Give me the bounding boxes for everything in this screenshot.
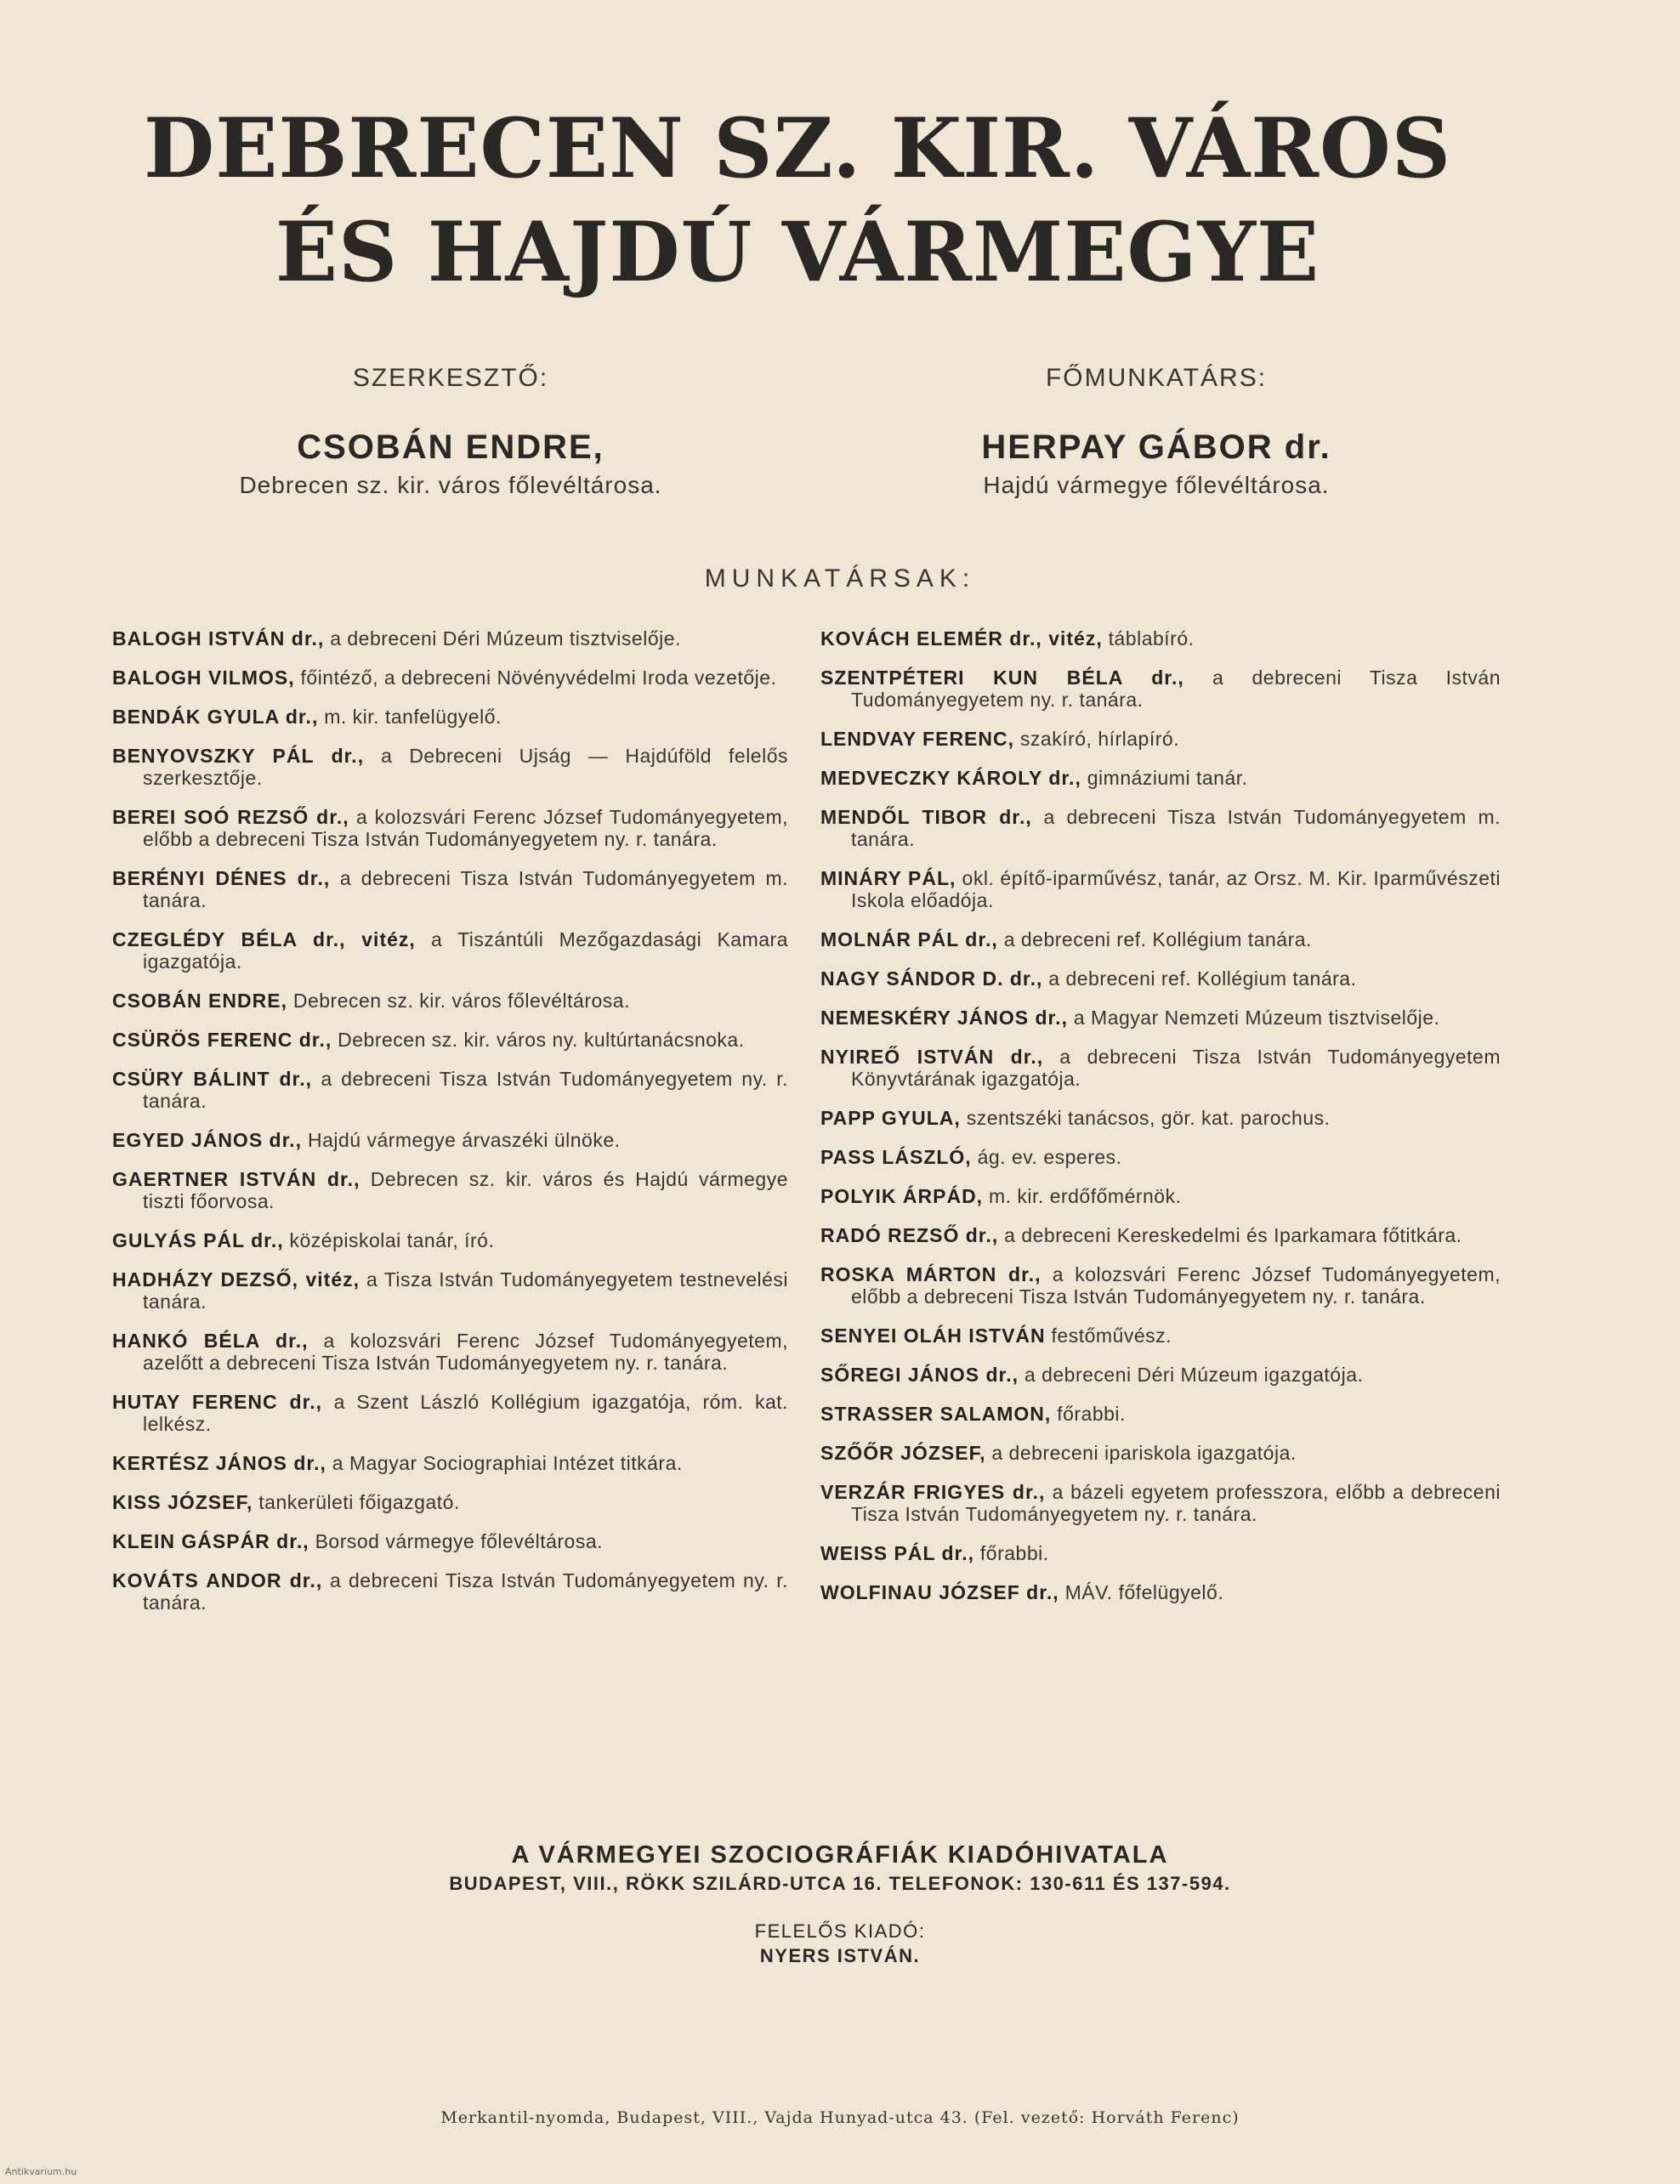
collaborator-entry — [820, 767, 1501, 789]
collaborator-entry — [820, 1146, 1501, 1168]
collaborator-description: a debreceni Déri Múzeum igazgatója. — [1024, 1364, 1364, 1386]
collaborator-entry — [820, 667, 1501, 711]
collaborator-name: BALOGH VILMOS, — [112, 667, 295, 689]
collaborator-entry — [820, 1007, 1501, 1029]
collaborator-entry — [820, 627, 1501, 650]
collaborator-name: VERZÁR FRIGYES dr., — [820, 1481, 1046, 1503]
collaborator-description: tankerületi főigazgató. — [258, 1491, 460, 1513]
collaborator-description: Debrecen sz. kir. város ny. kultúrtanácsnoka. — [338, 1029, 745, 1051]
collaborator-description: főintéző, a debreceni Növényvédelmi Iroda vezetője. — [300, 667, 777, 689]
collaborator-description: a debreceni Tisza István Tudományegyetem m. tanára. — [851, 806, 1501, 850]
collaborator-name: KOVÁTS ANDOR dr., — [112, 1569, 323, 1591]
collaborator-name: BENDÁK GYULA dr., — [112, 706, 319, 728]
collaborator-description: Hajdú vármegye árvaszéki ülnöke. — [307, 1129, 621, 1151]
collaborator-name: NYIREŐ ISTVÁN dr., — [820, 1046, 1044, 1068]
collaborator-entry — [820, 928, 1501, 950]
collaborator-name: HADHÁZY DEZSŐ, vitéz, — [112, 1268, 360, 1291]
collaborator-entry — [820, 1185, 1501, 1207]
responsible-publisher-name: NYERS ISTVÁN. — [759, 1945, 921, 1966]
collaborator-entry — [820, 1403, 1501, 1425]
collaborator-name: BERÉNYI DÉNES dr., — [112, 867, 331, 889]
collaborator-description: a debreceni Tisza István Tudományegyetem ny. r. tanára. — [143, 1569, 789, 1614]
collaborator-entry — [112, 1530, 788, 1552]
collaborator-description: szentszéki tanácsos, gör. kat. parochus. — [966, 1107, 1331, 1129]
collaborator-entry — [820, 867, 1501, 911]
title-line-2: ÉS HAJDÚ VÁRMEGYE — [275, 204, 1320, 300]
collaborator-name: CZEGLÉDY BÉLA dr., vitéz, — [112, 928, 416, 950]
collaborator-name: CSOBÁN ENDRE, — [112, 990, 287, 1012]
collaborator-name: SZENTPÉTERI KUN BÉLA dr., — [820, 667, 1184, 689]
chief-collaborator-suffix: dr. — [1284, 428, 1331, 466]
collaborator-description: a debreceni Tisza István Tudományegyetem m. tanára. — [143, 867, 789, 911]
editor-position: Debrecen sz. kir. város főlevéltárosa. — [239, 472, 662, 498]
collaborator-description: a Magyar Sociographiai Intézet titkára. — [332, 1452, 683, 1474]
collaborator-description: a kolozsvári Ferenc József Tudományegyetem, azelőtt a debreceni Tisza István Tudományegyetem ny. r. tanára. — [143, 1330, 788, 1374]
collaborator-description: főrabbi. — [979, 1542, 1049, 1564]
collaborator-name: PASS LÁSZLÓ, — [820, 1146, 972, 1168]
collaborator-description: Borsod vármegye főlevéltárosa. — [315, 1530, 604, 1552]
collaborator-entry — [112, 806, 788, 850]
collaborator-name: MENDŐL TIBOR dr., — [820, 806, 1032, 828]
collaborator-entry — [112, 867, 788, 911]
collaborator-name: BEREI SOÓ REZSŐ dr., — [112, 806, 349, 828]
collaborator-description: a debreceni Tisza István Tudományegyetem Könyvtárának igazgatója. — [851, 1046, 1501, 1090]
collaborator-name: HANKÓ BÉLA dr., — [112, 1330, 309, 1352]
collaborator-entry — [112, 667, 788, 689]
collaborator-name: ROSKA MÁRTON dr., — [820, 1263, 1041, 1285]
collaborator-name: SZŐŐR JÓZSEF, — [820, 1442, 986, 1464]
publisher-name: A VÁRMEGYEI SZOCIOGRÁFIÁK KIADÓHIVATALA — [511, 1841, 1169, 1869]
collaborator-name: HUTAY FERENC dr., — [112, 1391, 323, 1413]
responsible-publisher-role: FELELŐS KIADÓ: — [754, 1920, 926, 1942]
collaborator-name: KLEIN GÁSPÁR dr., — [112, 1530, 309, 1552]
collaborator-name: POLYIK ÁRPÁD, — [820, 1185, 984, 1207]
chief-collaborator-block — [859, 364, 1454, 499]
collaborator-description: MÁV. főfelügyelő. — [1064, 1581, 1224, 1603]
collaborator-name: MOLNÁR PÁL dr., — [820, 928, 998, 950]
collaborator-entry — [112, 1391, 788, 1435]
collaborator-entry — [112, 627, 788, 650]
editor-name: CSOBÁN ENDRE, — [297, 428, 604, 466]
collaborator-entry — [820, 806, 1501, 850]
collaborator-entry — [820, 1224, 1501, 1246]
collaborator-entry — [112, 1029, 788, 1051]
collaborator-name: WEISS PÁL dr., — [820, 1542, 974, 1564]
collaborator-description: a debreceni Kereskedelmi és Iparkamara főtitkára. — [1004, 1224, 1462, 1246]
collaborator-description: a debreceni ipariskola igazgatója. — [991, 1442, 1297, 1464]
collaborator-entry — [820, 1442, 1501, 1464]
collaborator-description: a bázeli egyetem professzora, előbb a debreceni Tisza István Tudományegyetem ny. r. tanára. — [851, 1481, 1501, 1525]
collaborator-entry — [112, 706, 788, 728]
collaborator-description: szakíró, hírlapíró. — [1019, 728, 1180, 750]
collaborator-description: a debreceni ref. Kollégium tanára. — [1003, 928, 1312, 950]
collaborator-description: m. kir. erdőfőmérnök. — [988, 1185, 1182, 1207]
collaborators-right-column — [820, 627, 1501, 1620]
collaborator-entry — [820, 1325, 1501, 1347]
collaborator-description: a debreceni Tisza István Tudományegyetem ny. r. tanára. — [143, 1068, 789, 1112]
printer-imprint: Merkantil-nyomda, Budapest, VIII., Vajda Hunyad-utca 43. (Fel. vezető: Horváth Ferenc) — [440, 2108, 1240, 2127]
collaborator-description: ág. ev. esperes. — [977, 1146, 1122, 1168]
collaborator-description: Debrecen sz. kir. város és Hajdú vármegye tiszti főorvosa. — [143, 1168, 789, 1212]
collaborator-entry — [820, 728, 1501, 750]
collaborator-description: a Tisza István Tudományegyetem testnevelési tanára. — [143, 1268, 789, 1313]
collaborator-name: SENYEI OLÁH ISTVÁN — [820, 1325, 1046, 1347]
collaborator-entry — [112, 928, 788, 973]
collaborator-entry — [112, 1491, 788, 1513]
collaborator-description: a debreceni Tisza István Tudományegyetem ny. r. tanára. — [851, 667, 1501, 711]
collaborator-entry — [112, 1330, 788, 1374]
collaborator-description: a Szent László Kollégium igazgatója, róm. kat. lelkész. — [143, 1391, 789, 1435]
collaborator-entry — [820, 1481, 1501, 1525]
collaborator-description: m. kir. tanfelügyelő. — [324, 706, 502, 728]
title-line-1: DEBRECEN SZ. KIR. VÁROS — [143, 100, 1452, 196]
collaborator-description: Debrecen sz. kir. város főlevéltárosa. — [292, 990, 630, 1012]
collaborator-name: NAGY SÁNDOR D. dr., — [820, 967, 1043, 990]
collaborator-name: SŐREGI JÁNOS dr., — [820, 1364, 1019, 1386]
collaborator-name: CSÜRY BÁLINT dr., — [112, 1068, 313, 1090]
collaborator-name: STRASSER SALAMON, — [820, 1403, 1052, 1425]
collaborator-description: a debreceni ref. Kollégium tanára. — [1048, 967, 1357, 990]
collaborator-description: a kolozsvári Ferenc József Tudományegyetem, előbb a debreceni Tisza István Tudományegyetem ny. r. tanára. — [143, 806, 788, 850]
collaborator-entry — [112, 1129, 788, 1151]
collaborator-entry — [112, 1229, 788, 1251]
collaborator-name: GAERTNER ISTVÁN dr., — [112, 1168, 360, 1190]
collaborator-name: WOLFINAU JÓZSEF dr., — [820, 1581, 1059, 1603]
collaborator-description: a Debreceni Ujság — Hajdúföld felelős szerkesztője. — [143, 745, 788, 789]
collaborator-name: GULYÁS PÁL dr., — [112, 1229, 284, 1251]
collaborator-entry — [112, 1268, 788, 1313]
collaborator-name: MEDVECZKY KÁROLY dr., — [820, 767, 1081, 789]
collaborator-entry — [820, 967, 1501, 990]
collaborator-description: középiskolai tanár, író. — [289, 1229, 495, 1251]
collaborator-entry — [820, 1364, 1501, 1386]
collaborator-description: gimnáziumi tanár. — [1087, 767, 1248, 789]
editor-block — [153, 364, 748, 499]
collaborator-entry — [820, 1542, 1501, 1564]
publisher-address: BUDAPEST, VIII., RÖKK SZILÁRD-UTCA 16. TELEFONOK: 130-611 ÉS 137-594. — [449, 1873, 1231, 1894]
collaborator-description: festőművész. — [1051, 1325, 1172, 1347]
collaborator-description: főrabbi. — [1057, 1403, 1126, 1425]
collaborator-entry — [820, 1263, 1501, 1308]
collaborator-name: CSÜRÖS FERENC dr., — [112, 1029, 332, 1051]
collaborator-description: táblabíró. — [1108, 627, 1195, 650]
collaborator-name: PAPP GYULA, — [820, 1107, 961, 1129]
collaborator-name: NEMESKÉRY JÁNOS dr., — [820, 1007, 1068, 1029]
collaborator-entry — [112, 1068, 788, 1112]
chief-collaborator-name: HERPAY GÁBOR — [981, 428, 1274, 466]
collaborator-entry — [112, 745, 788, 789]
collaborators-left-column — [112, 627, 788, 1631]
chief-collaborator-position: Hajdú vármegye főlevéltárosa. — [983, 472, 1330, 498]
collaborator-description: a kolozsvári Ferenc József Tudományegyetem, előbb a debreceni Tisza István Tudományegyetem ny. r. tanára. — [851, 1263, 1501, 1308]
collaborator-name: BENYOVSZKY PÁL dr., — [112, 745, 365, 767]
collaborator-description: a Magyar Nemzeti Múzeum tisztviselője. — [1073, 1007, 1440, 1029]
collaborator-entry — [820, 1107, 1501, 1129]
collaborator-entry — [112, 990, 788, 1012]
collaborator-entry — [112, 1452, 788, 1474]
collaborator-name: MINÁRY PÁL, — [820, 867, 956, 889]
collaborator-entry — [112, 1168, 788, 1212]
collaborator-name: KISS JÓZSEF, — [112, 1491, 253, 1513]
collaborator-name: EGYED JÁNOS dr., — [112, 1129, 303, 1151]
chief-collaborator-name-line — [859, 428, 1454, 467]
collaborator-entry — [820, 1581, 1501, 1603]
collaborator-name: RADÓ REZSŐ dr., — [820, 1224, 999, 1246]
collaborators-heading: MUNKATÁRSAK: — [704, 564, 976, 593]
collaborator-entry — [112, 1569, 788, 1614]
collaborator-name: BALOGH ISTVÁN dr., — [112, 627, 325, 650]
collaborator-description: okl. építő-iparművész, tanár, az Orsz. M. Kir. Iparművészeti Iskola előadója. — [851, 867, 1501, 911]
collaborator-name: KERTÉSZ JÁNOS dr., — [112, 1452, 326, 1474]
collaborator-description: a Tiszántúli Mezőgazdasági Kamara igazgatója. — [143, 928, 788, 973]
watermark: Antikvarium.hu — [5, 2166, 77, 2177]
collaborator-entry — [820, 1046, 1501, 1090]
editor-role: SZERKESZTŐ: — [352, 364, 549, 392]
collaborator-description: a debreceni Déri Múzeum tisztviselője. — [330, 627, 681, 650]
collaborator-name: KOVÁCH ELEMÉR dr., vitéz, — [820, 627, 1103, 650]
collaborator-name: LENDVAY FERENC, — [820, 728, 1015, 750]
chief-collaborator-role: FŐMUNKATÁRS: — [1045, 364, 1268, 392]
